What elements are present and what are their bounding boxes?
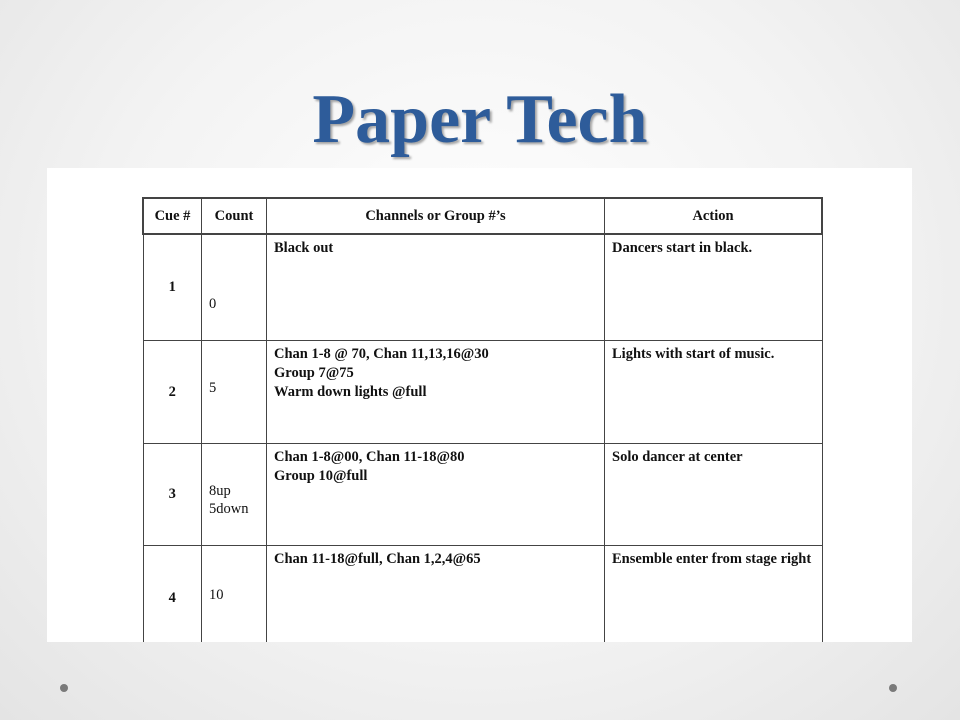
bullet-dot-icon (60, 684, 68, 692)
table-row (143, 341, 822, 444)
channels-cell: Chan 11-18@full, Chan 1,2,4@65 (267, 546, 605, 643)
cue-number: 4 (143, 546, 202, 643)
table-row (143, 546, 822, 643)
count-cell (202, 546, 267, 643)
table-row (143, 444, 822, 546)
cue-number: 3 (143, 444, 202, 546)
slide-title: Paper Tech (312, 81, 648, 158)
paper-tech-document (47, 168, 912, 642)
header-action: Action (605, 198, 823, 234)
table-header-row (143, 198, 822, 234)
channels-cell: Black out (267, 234, 605, 341)
cue-number: 1 (143, 234, 202, 341)
count-cell (202, 341, 267, 444)
header-count: Count (202, 198, 267, 234)
count-value: 8up 5down (209, 483, 249, 517)
action-cell: Lights with start of music. (605, 341, 823, 444)
table-row (143, 234, 822, 341)
header-cue: Cue # (143, 198, 202, 234)
count-cell (202, 444, 267, 546)
header-channels: Channels or Group #’s (267, 198, 605, 234)
action-cell: Dancers start in black. (605, 234, 823, 341)
count-cell (202, 234, 267, 341)
bullet-dot-icon (889, 684, 897, 692)
count-value: 10 (209, 587, 224, 603)
count-value: 0 (209, 296, 217, 312)
action-cell: Ensemble enter from stage right (605, 546, 823, 643)
count-value: 5 (209, 380, 217, 396)
cue-number: 2 (143, 341, 202, 444)
channels-cell: Chan 1-8 @ 70, Chan 11,13,16@30 Group 7@75 Warm down lights @full (267, 341, 605, 444)
cue-sheet-table (142, 197, 823, 642)
action-cell: Solo dancer at center (605, 444, 823, 546)
channels-cell: Chan 1-8@00, Chan 11-18@80 Group 10@full (267, 444, 605, 546)
